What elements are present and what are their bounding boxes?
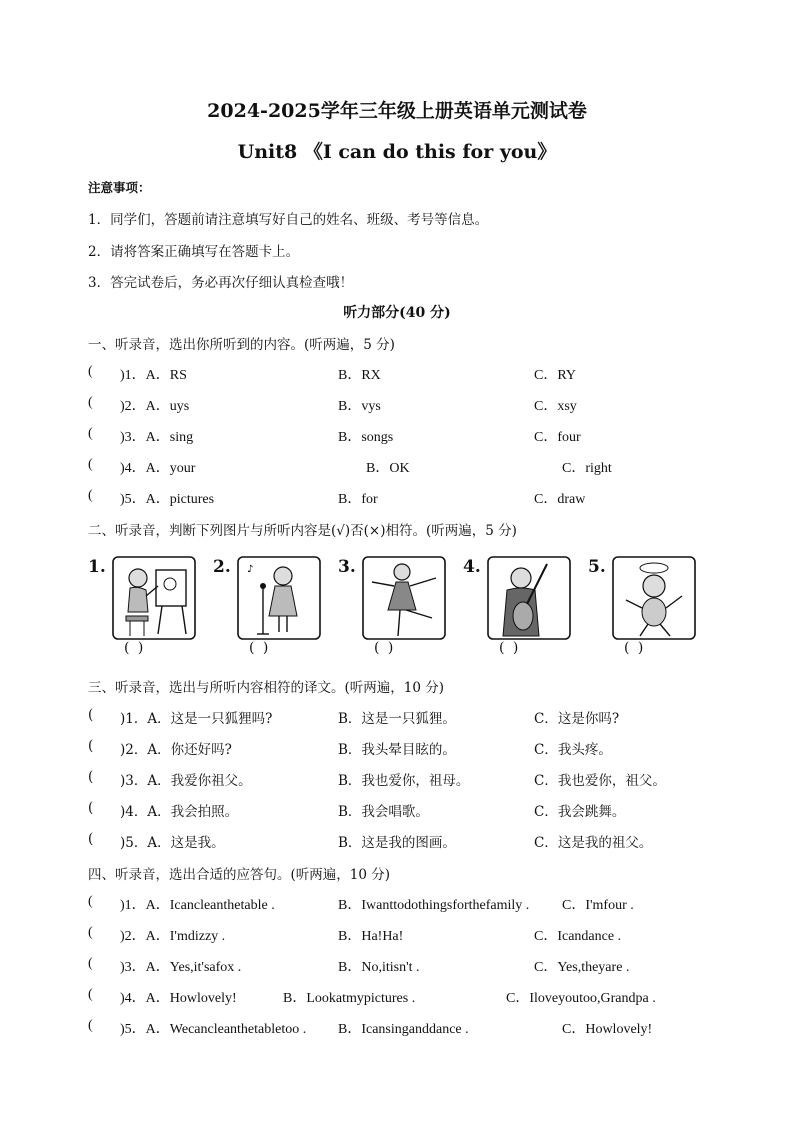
option-b: B．Icansinganddance . bbox=[338, 1022, 469, 1037]
answer-blank[interactable]: ( bbox=[88, 956, 93, 971]
option-c: C．I'mfour . bbox=[562, 898, 634, 913]
boy-drawing-icon bbox=[112, 556, 196, 640]
answer-blank[interactable]: ( bbox=[88, 800, 94, 816]
listening-heading: 听力部分(40 分) bbox=[343, 305, 451, 321]
question-row bbox=[88, 488, 728, 508]
answer-blank[interactable]: ( bbox=[88, 831, 94, 847]
question-row bbox=[88, 1018, 728, 1038]
option-a: )4．A．your bbox=[120, 461, 196, 476]
question-row bbox=[88, 956, 728, 976]
option-c: C．我也爱你，祖父。 bbox=[534, 773, 666, 789]
answer-blank[interactable]: ( bbox=[88, 707, 94, 723]
picture-item bbox=[463, 552, 587, 657]
option-c: C．four bbox=[534, 430, 581, 445]
page-subtitle: Unit8 《I can do this for you》 bbox=[237, 141, 557, 163]
option-a: )4．A．我会拍照。 bbox=[120, 804, 239, 820]
option-a: )2．A．你还好吗? bbox=[120, 742, 232, 758]
option-c: C．Icandance . bbox=[534, 929, 622, 944]
question-row bbox=[88, 800, 728, 820]
girl-dancing-icon bbox=[362, 556, 446, 640]
picture-item bbox=[213, 552, 337, 657]
option-a: )3．A．sing bbox=[120, 430, 194, 445]
notes-heading: 注意事项： bbox=[88, 180, 151, 195]
picture-number: 1. bbox=[88, 557, 106, 577]
option-a: )5．A．这是我。 bbox=[120, 835, 225, 851]
option-a: )1．A．这是一只狐狸吗? bbox=[120, 711, 273, 727]
option-b: B．这是我的图画。 bbox=[338, 835, 456, 851]
answer-blank[interactable]: ( bbox=[88, 894, 93, 909]
answer-blank[interactable]: ( bbox=[88, 364, 93, 379]
option-b: B．这是一只狐狸。 bbox=[338, 711, 456, 727]
section1-title: 一、听录音，选出你所听到的内容。(听两遍，5 分) bbox=[88, 337, 395, 353]
option-b: B．OK bbox=[366, 461, 410, 476]
picture-item bbox=[338, 552, 462, 657]
option-a: )2．A．I'mdizzy . bbox=[120, 929, 226, 944]
question-row bbox=[88, 395, 728, 415]
option-a: )5．A．Wecancleanthetabletoo . bbox=[120, 1022, 307, 1037]
option-a: )1．A．RS bbox=[120, 368, 187, 383]
note-item: 1．同学们，答题前请注意填写好自己的姓名、班级、考号等信息。 bbox=[88, 212, 489, 228]
option-c: C．这是你吗? bbox=[534, 711, 620, 727]
answer-blank[interactable]: ( bbox=[88, 1018, 93, 1033]
answer-blank[interactable]: ( bbox=[88, 395, 93, 410]
option-b: B．vys bbox=[338, 399, 381, 414]
option-a: )5．A．pictures bbox=[120, 492, 215, 507]
option-b: B．RX bbox=[338, 368, 381, 383]
option-c: C．Yes,theyare . bbox=[534, 960, 630, 975]
option-a: )1．A．Icancleanthetable . bbox=[120, 898, 275, 913]
option-b: B．Lookatmypictures . bbox=[283, 991, 416, 1006]
answer-blank[interactable]: ( bbox=[88, 987, 93, 1002]
answer-blank[interactable]: ( bbox=[88, 457, 93, 472]
question-row bbox=[88, 925, 728, 945]
option-c: C．Iloveyoutoo,Grandpa . bbox=[506, 991, 656, 1006]
answer-blank[interactable]: ( ) bbox=[624, 640, 646, 656]
question-row bbox=[88, 364, 728, 384]
option-a: )3．A．我爱你祖父。 bbox=[120, 773, 252, 789]
question-row bbox=[88, 707, 728, 727]
monkey-dizzy-icon bbox=[612, 556, 696, 640]
question-row bbox=[88, 831, 728, 851]
answer-blank[interactable]: ( ) bbox=[374, 640, 396, 656]
question-row bbox=[88, 894, 728, 914]
question-row bbox=[88, 987, 728, 1007]
girl-singing-icon bbox=[237, 556, 321, 640]
option-c: C．Howlovely! bbox=[562, 1022, 653, 1037]
option-c: C．我会跳舞。 bbox=[534, 804, 626, 820]
option-c: C．这是我的祖父。 bbox=[534, 835, 653, 851]
answer-blank[interactable]: ( bbox=[88, 769, 94, 785]
picture-number: 2. bbox=[213, 557, 231, 577]
svg-text:♪: ♪ bbox=[247, 564, 254, 575]
question-row bbox=[88, 457, 728, 477]
section3-title: 三、听录音，选出与所听内容相符的译文。(听两遍，10 分) bbox=[88, 680, 445, 696]
question-row bbox=[88, 738, 728, 758]
picture-number: 3. bbox=[338, 557, 356, 577]
option-b: B．Iwanttodothingsforthefamily . bbox=[338, 898, 530, 913]
answer-blank[interactable]: ( ) bbox=[124, 640, 146, 656]
option-c: C．right bbox=[562, 461, 612, 476]
answer-blank[interactable]: ( ) bbox=[249, 640, 271, 656]
option-a: )3．A．Yes,it'safox . bbox=[120, 960, 242, 975]
option-c: C．xsy bbox=[534, 399, 577, 414]
option-b: B．Ha!Ha! bbox=[338, 929, 404, 944]
option-a: )4．A．Howlovely! bbox=[120, 991, 237, 1006]
page-title: 2024-2025学年三年级上册英语单元测试卷 bbox=[207, 100, 587, 122]
note-item: 3．答完试卷后，务必再次仔细认真检查哦！ bbox=[88, 275, 354, 291]
picture-number: 4. bbox=[463, 557, 481, 577]
note-item: 2．请将答案正确填写在答题卡上。 bbox=[88, 244, 300, 260]
question-row bbox=[88, 769, 728, 789]
option-a: )2．A．uys bbox=[120, 399, 190, 414]
answer-blank[interactable]: ( bbox=[88, 488, 93, 503]
option-b: B．我头晕目眩的。 bbox=[338, 742, 456, 758]
answer-blank[interactable]: ( bbox=[88, 426, 93, 441]
option-b: B．for bbox=[338, 492, 378, 507]
section2-title: 二、听录音，判断下列图片与所听内容是(√)否(×)相符。(听两遍，5 分) bbox=[88, 523, 517, 539]
picture-number: 5. bbox=[588, 557, 606, 577]
girl-playing-pipa-icon bbox=[487, 556, 571, 640]
answer-blank[interactable]: ( bbox=[88, 925, 93, 940]
section4-title: 四、听录音，选出合适的应答句。(听两遍，10 分) bbox=[88, 867, 391, 883]
question-row bbox=[88, 426, 728, 446]
picture-item bbox=[88, 552, 212, 657]
option-b: B．我会唱歌。 bbox=[338, 804, 429, 820]
answer-blank[interactable]: ( ) bbox=[499, 640, 521, 656]
option-c: C．RY bbox=[534, 368, 577, 383]
picture-item bbox=[588, 552, 712, 657]
option-c: C．draw bbox=[534, 492, 586, 507]
answer-blank[interactable]: ( bbox=[88, 738, 94, 754]
option-c: C．我头疼。 bbox=[534, 742, 612, 758]
picture-row bbox=[88, 552, 708, 662]
option-b: B．No,itisn't . bbox=[338, 960, 420, 975]
option-b: B．songs bbox=[338, 430, 394, 445]
option-b: B．我也爱你，祖母。 bbox=[338, 773, 470, 789]
